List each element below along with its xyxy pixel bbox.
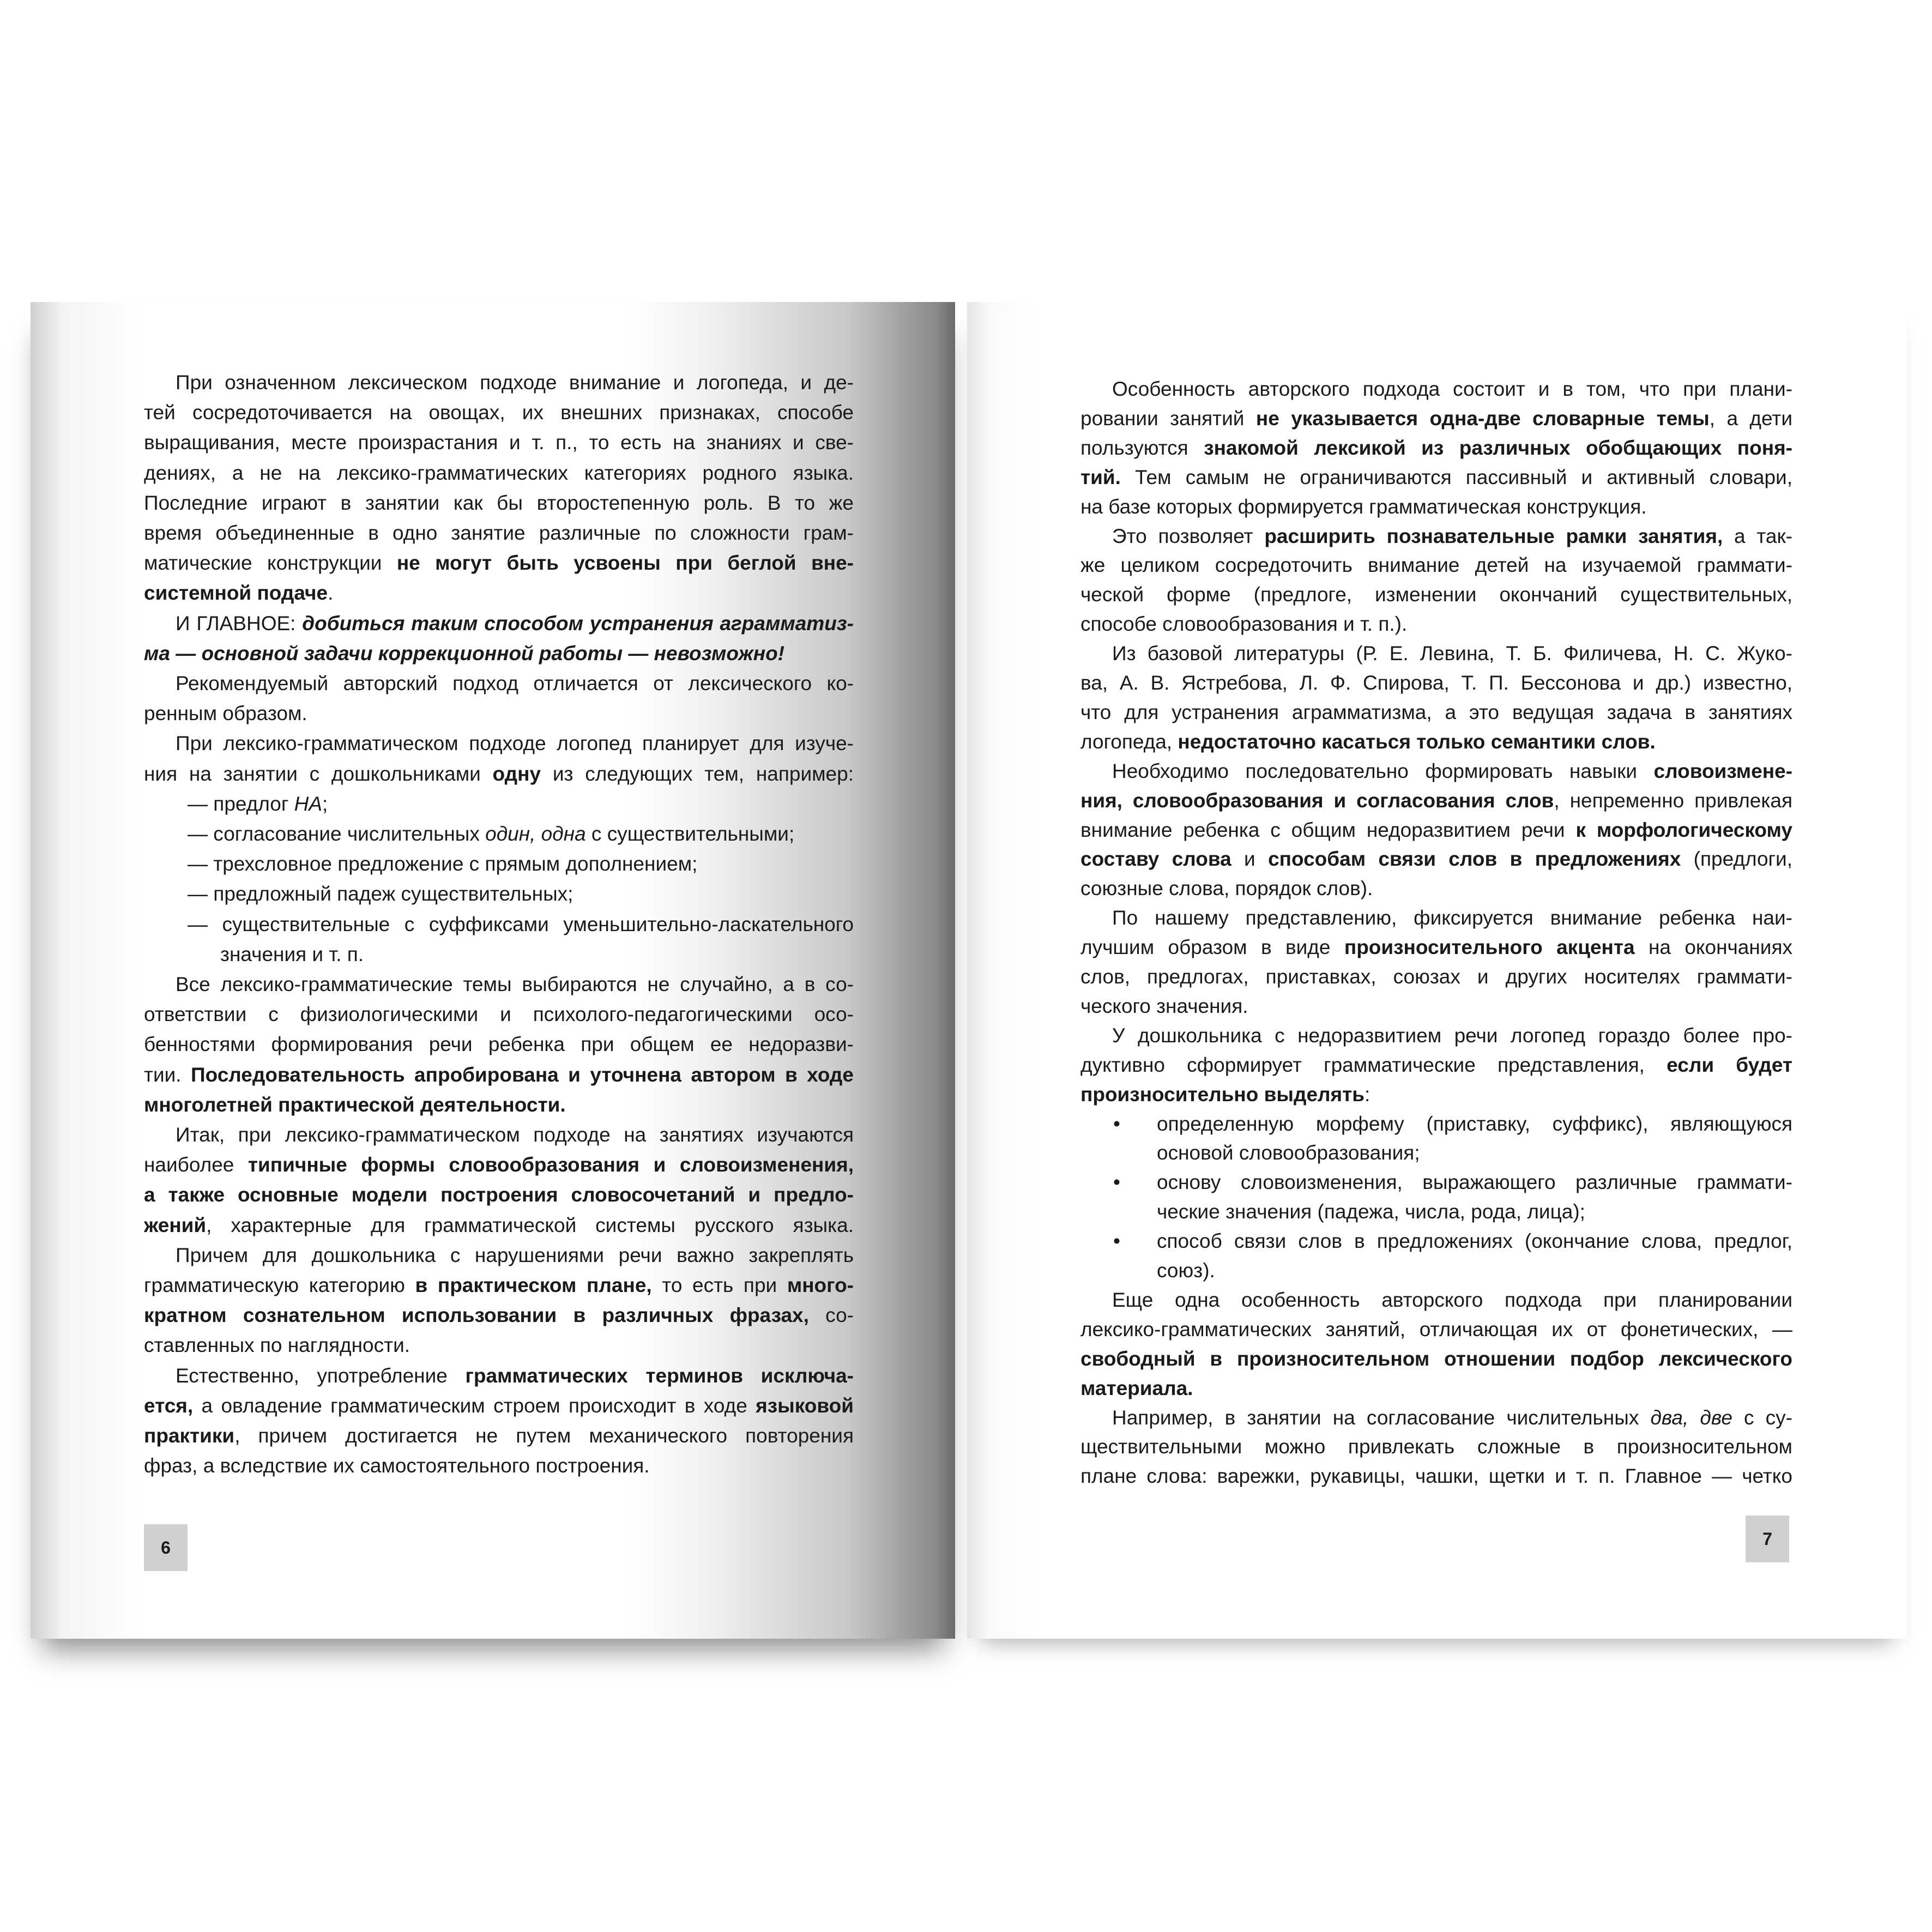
- bold-text: ния, словообразования и согласования слов: [1080, 789, 1554, 812]
- text-segment: пользуются: [1080, 436, 1204, 459]
- bold-text: способам связи слов в предложениях: [1268, 848, 1681, 871]
- text-line: [188, 852, 854, 876]
- text-line: [1080, 1083, 1792, 1107]
- bold-text: ма — основной задачи коррекционной работы — невозможно!: [144, 642, 785, 665]
- text-segment: Особенность авторского подхода состоит и в том, что при плани-: [1112, 378, 1792, 400]
- text-line: [144, 1183, 854, 1207]
- text-segment: основу словоизменения, выражающего различные граммати-: [1157, 1171, 1792, 1194]
- text-line: [1080, 553, 1792, 577]
- text-line: [1080, 877, 1792, 901]
- text-segment: лучшим образом в виде: [1080, 936, 1344, 959]
- text-segment: Рекомендуемый авторский подход отличается от лексического ко-: [176, 672, 854, 695]
- text-segment: и: [1231, 848, 1269, 871]
- bold-text: материала.: [1080, 1376, 1193, 1399]
- text-segment: — предлог: [188, 792, 294, 815]
- text-segment: , а дети: [1709, 407, 1792, 430]
- text-segment: на окончаниях: [1634, 936, 1793, 959]
- text-segment: а так-: [1723, 524, 1792, 547]
- text-segment: внимание ребенка с общим недоразвитием речи: [1080, 818, 1576, 841]
- text-line: [188, 822, 854, 846]
- text-line: [144, 1123, 854, 1147]
- text-line: [144, 762, 854, 786]
- text-line: [1080, 818, 1792, 842]
- text-line: [1157, 1259, 1792, 1283]
- text-line: [1080, 1464, 1792, 1488]
- text-segment: ровании занятий: [1080, 407, 1256, 430]
- text-segment: что для устранения аграмматизма, а это ведущая задача в занятиях: [1080, 701, 1792, 723]
- text-line: [1080, 583, 1792, 607]
- bold-text: произносительно выделять: [1080, 1083, 1365, 1106]
- text-segment: ренным образом.: [144, 702, 307, 725]
- text-line: [144, 1153, 854, 1177]
- text-segment: значения и т. п.: [220, 943, 364, 965]
- text-segment: бенностями формирования речи ребенка при общем ее недоразви-: [144, 1033, 854, 1056]
- text-segment: время объединенные в одно занятие различные по сложности грам-: [144, 522, 854, 544]
- text-segment: основой словообразования;: [1157, 1142, 1420, 1164]
- text-line: [1080, 847, 1792, 871]
- text-segment: У дошкольника с недоразвитием речи логопед гораздо более про-: [1112, 1024, 1792, 1047]
- text-line: [144, 1454, 854, 1478]
- text-segment: :: [1365, 1083, 1370, 1106]
- text-segment: матические конструкции: [144, 552, 397, 575]
- bold-text: жений: [144, 1213, 207, 1236]
- text-line: [1157, 1200, 1792, 1224]
- text-line: [220, 943, 854, 967]
- text-segment: Естественно, употребление: [176, 1364, 466, 1387]
- text-segment: ответствии с физиологическими и психолого-педагогическими осо-: [144, 1003, 854, 1026]
- text-segment: — согласование числительных: [188, 823, 486, 845]
- right-page: [967, 302, 1907, 1639]
- text-segment: ва, А. В. Ястребова, Л. Ф. Спирова, Т. П. Бессонова и др.) известно,: [1080, 672, 1792, 694]
- text-segment: — трехсловное предложение с прямым дополнением;: [188, 853, 698, 876]
- text-segment: ;: [322, 792, 328, 815]
- bold-text: грамматических терминов исключа-: [465, 1364, 854, 1387]
- text-line: [1080, 524, 1792, 548]
- bullet-icon: •: [1113, 1171, 1120, 1194]
- italic-text: два, две: [1650, 1406, 1732, 1429]
- text-line: [1080, 1318, 1792, 1342]
- text-segment: фраз, а вследствие их самостоятельного построения.: [144, 1454, 650, 1477]
- text-segment: , характерные для грамматической системы русского языка.: [206, 1213, 854, 1236]
- text-segment: дениях, а не на лексико-грамматических категориях родного языка.: [144, 461, 854, 484]
- text-segment: определенную морфему (приставку, суффикс), являющуюся: [1157, 1112, 1792, 1135]
- text-segment: Еще одна особенность авторского подхода при планировании: [1112, 1288, 1792, 1311]
- text-segment: логопеда,: [1080, 730, 1178, 753]
- bold-text: составу слова: [1080, 848, 1231, 871]
- bold-text: добиться таким способом устранения аграмматиз-: [302, 612, 854, 635]
- text-segment: — предложный падеж существительных;: [188, 883, 573, 905]
- text-line: [1080, 1435, 1792, 1459]
- text-segment: лексико-грамматических занятий, отличающая их от фонетических, —: [1080, 1318, 1792, 1341]
- bold-text: типичные формы словообразования и словоизменения,: [247, 1154, 854, 1176]
- text-line: [144, 431, 854, 455]
- text-line: [144, 1424, 854, 1448]
- text-segment: дуктивно сформирует грамматические представления,: [1080, 1053, 1667, 1076]
- left-page: [31, 302, 955, 1639]
- text-line: [144, 1063, 854, 1087]
- text-line: [144, 672, 854, 696]
- bold-text: языковой: [756, 1394, 854, 1417]
- text-line: [144, 1003, 854, 1027]
- text-line: [1080, 759, 1792, 783]
- text-line: [144, 491, 854, 515]
- bold-text: знакомой лексикой из различных обобщающих поня-: [1204, 436, 1793, 459]
- text-line: [1080, 612, 1792, 636]
- text-segment: наиболее: [144, 1154, 248, 1176]
- text-segment: Из базовой литературы (Р. Е. Левина, Т. Б. Филичева, Н. С. Жуко-: [1112, 642, 1792, 665]
- text-segment: ставленных по наглядности.: [144, 1334, 410, 1357]
- text-line: [144, 401, 854, 425]
- italic-text: один, одна: [485, 823, 586, 845]
- text-segment: то есть при: [651, 1274, 787, 1296]
- text-line: [1080, 701, 1792, 724]
- text-segment: способе словообразования и т. п.).: [1080, 613, 1408, 636]
- text-segment: При лексико-грамматическом подходе логопед планирует для изуче-: [176, 732, 854, 755]
- text-segment: ческого значения.: [1080, 994, 1248, 1017]
- text-segment: И ГЛАВНОЕ:: [176, 612, 303, 635]
- text-line: [144, 1333, 854, 1357]
- bold-text: в практическом плане,: [415, 1274, 652, 1296]
- text-line: [144, 1033, 854, 1056]
- text-line: [144, 1364, 854, 1388]
- text-segment: Последние играют в занятии как бы второстепенную роль. В то же: [144, 491, 854, 514]
- text-line: [144, 973, 854, 997]
- text-line: [1080, 1347, 1792, 1371]
- bold-text: кратном сознательном использовании в различных фразах,: [144, 1304, 809, 1327]
- text-segment: же целиком сосредоточить внимание детей на изучаемой граммати-: [1080, 554, 1792, 577]
- text-segment: с су-: [1732, 1406, 1792, 1429]
- text-segment: Итак, при лексико-грамматическом подходе на занятиях изучаются: [176, 1124, 854, 1146]
- bold-text: словоизмене-: [1653, 759, 1792, 782]
- bold-text: произносительного акцента: [1344, 936, 1635, 959]
- text-segment: ния на занятии с дошкольниками: [144, 762, 493, 785]
- text-segment: .: [328, 582, 334, 605]
- text-line: [1080, 495, 1792, 519]
- bold-text: много-: [787, 1274, 854, 1296]
- text-line: [188, 882, 854, 906]
- bold-text: а также основные модели построения словосочетаний и предло-: [144, 1184, 854, 1206]
- text-line: [1080, 965, 1792, 989]
- bold-text: к морфологическому: [1575, 818, 1792, 841]
- text-line: [1080, 1288, 1792, 1312]
- text-segment: (предлоги,: [1681, 848, 1792, 871]
- text-segment: выращивания, месте произрастания и т. п., то есть на знаниях и све-: [144, 431, 854, 454]
- text-segment: на базе которых формируется грамматическая конструкция.: [1080, 495, 1647, 518]
- text-line: [144, 371, 854, 395]
- text-line: [144, 1303, 854, 1327]
- text-segment: союзные слова, порядок слов).: [1080, 877, 1373, 900]
- text-line: [1157, 1141, 1792, 1165]
- text-line: [1080, 730, 1792, 754]
- bold-text: тий.: [1080, 466, 1121, 488]
- bold-text: практики: [144, 1424, 235, 1447]
- text-segment: тии.: [144, 1063, 191, 1086]
- text-segment: ческой форме (предлоге, изменении окончаний существительных,: [1080, 583, 1792, 606]
- text-line: [1113, 1170, 1792, 1194]
- bullet-icon: •: [1113, 1230, 1120, 1253]
- text-line: [1113, 1112, 1792, 1136]
- text-segment: При означенном лексическом подходе внимание и логопеда, и де-: [176, 371, 854, 394]
- text-segment: , непременно привлекая: [1554, 789, 1792, 812]
- page-number-right: 7: [1746, 1516, 1789, 1562]
- text-segment: — существительные с суффиксами уменьшительно-ласкательного: [188, 913, 854, 935]
- text-line: [1080, 935, 1792, 959]
- text-line: [144, 521, 854, 545]
- text-line: [1080, 466, 1792, 490]
- text-line: [188, 792, 854, 816]
- text-segment: Необходимо последовательно формировать навыки: [1112, 759, 1654, 782]
- bold-text: свободный в произносительном отношении подбор лексического: [1080, 1347, 1792, 1370]
- text-segment: а овладение грамматическим строем происходит в ходе: [193, 1394, 756, 1417]
- text-line: [144, 461, 854, 485]
- text-line: [144, 581, 854, 605]
- text-segment: ческие значения (падежа, числа, рода, лица);: [1157, 1200, 1585, 1223]
- text-line: [144, 732, 854, 756]
- text-line: [1080, 1376, 1792, 1400]
- bold-text: многолетней практической деятельности.: [144, 1093, 566, 1116]
- text-line: [1080, 377, 1792, 401]
- bold-text: системной подаче: [144, 582, 328, 605]
- text-segment: , причем достигается не путем механического повторения: [234, 1424, 854, 1447]
- text-line: [144, 612, 854, 636]
- text-segment: слов, предлогах, приставках, союзах и других носителях граммати-: [1080, 965, 1792, 988]
- text-segment: грамматическую категорию: [144, 1274, 415, 1296]
- text-line: [1080, 1053, 1792, 1077]
- text-segment: тей сосредоточивается на овощах, их внешних признаках, способе: [144, 401, 854, 424]
- text-segment: с существительными;: [585, 823, 795, 845]
- bold-text: если будет: [1667, 1053, 1793, 1076]
- text-line: [144, 1273, 854, 1297]
- text-segment: Тем самым не ограничиваются пассивный и активный словари,: [1120, 466, 1792, 488]
- text-segment: Причем для дошкольника с нарушениями речи важно закреплять: [176, 1243, 854, 1266]
- text-segment: способ связи слов в предложениях (окончание слова, предлог,: [1157, 1230, 1792, 1253]
- text-segment: союз).: [1157, 1259, 1215, 1282]
- text-line: [1080, 407, 1792, 431]
- page-number-left: 6: [144, 1524, 188, 1571]
- text-segment: ществительными можно привлекать сложные в произносительном: [1080, 1435, 1792, 1458]
- text-line: [1080, 994, 1792, 1018]
- text-line: [1113, 1229, 1792, 1253]
- text-line: [144, 1394, 854, 1418]
- text-segment: плане слова: варежки, рукавицы, чашки, щетки и т. п. Главное — четко: [1080, 1465, 1792, 1488]
- bullet-icon: •: [1113, 1112, 1120, 1135]
- bold-text: одну: [492, 762, 541, 785]
- bold-text: расширить познавательные рамки занятия,: [1264, 524, 1723, 547]
- bold-text: ется,: [144, 1394, 194, 1417]
- text-line: [144, 1243, 854, 1267]
- bold-text: не могут быть усвоены при беглой вне-: [396, 552, 854, 575]
- text-line: [188, 913, 854, 937]
- text-line: [1080, 789, 1792, 813]
- text-line: [1080, 642, 1792, 666]
- text-line: [1080, 906, 1792, 930]
- text-line: [1080, 1406, 1792, 1430]
- bold-text: Последовательность апробирована и уточнена автором в ходе: [190, 1063, 854, 1086]
- text-line: [144, 702, 854, 726]
- text-line: [1080, 436, 1792, 460]
- text-segment: из следующих тем, например:: [541, 762, 854, 785]
- text-line: [1080, 1024, 1792, 1048]
- bold-text: не указывается одна-две словарные темы: [1255, 407, 1710, 430]
- bold-text: недостаточно касаться только семантики слов.: [1178, 730, 1656, 753]
- text-line: [144, 1213, 854, 1237]
- text-line: [1080, 671, 1792, 695]
- text-line: [144, 551, 854, 575]
- text-line: [144, 1093, 854, 1117]
- text-segment: со-: [808, 1304, 854, 1327]
- text-segment: Например, в занятии на согласование числительных: [1112, 1406, 1651, 1429]
- text-segment: Все лексико-грамматические темы выбираются не случайно, а в со-: [176, 973, 854, 995]
- text-line: [144, 642, 854, 666]
- text-segment: По нашему представлению, фиксируется внимание ребенка наи-: [1112, 907, 1792, 929]
- text-segment: Это позволяет: [1112, 524, 1265, 547]
- italic-text: НА: [294, 792, 323, 815]
